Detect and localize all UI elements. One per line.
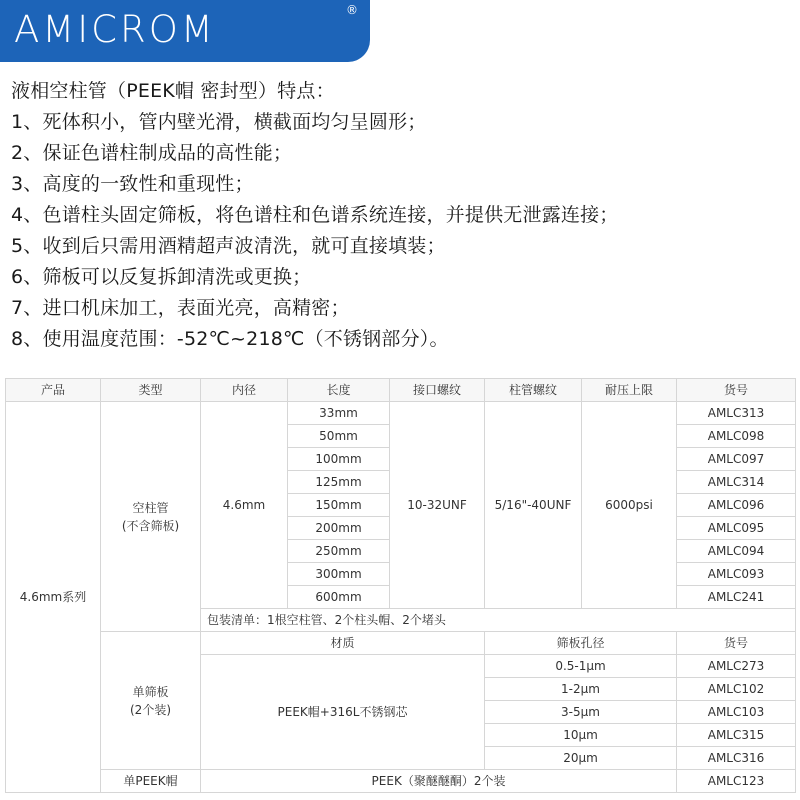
peek-cap-type-cell: 单PEEK帽 (101, 770, 201, 793)
length-cell: 300mm (288, 563, 390, 586)
column-type-name: 空柱管 (132, 500, 169, 515)
interface-thread-cell: 10-32UNF (390, 402, 485, 609)
frit-sku-header: 货号 (677, 632, 796, 655)
sku-cell: AMLC093 (677, 563, 796, 586)
brand-logo-bar (0, 0, 370, 62)
column-type-cell (101, 402, 201, 632)
pore-cell: 10μm (485, 724, 677, 747)
table-row (6, 402, 796, 425)
header-inner-diameter: 内径 (201, 379, 288, 402)
pore-cell: 3-5μm (485, 701, 677, 724)
sku-cell: AMLC123 (677, 770, 796, 793)
length-cell: 50mm (288, 425, 390, 448)
series-cell: 4.6mm系列 (6, 402, 101, 793)
length-cell: 250mm (288, 540, 390, 563)
sku-cell: AMLC098 (677, 425, 796, 448)
sku-cell: AMLC094 (677, 540, 796, 563)
header-tube-thread: 柱管螺纹 (485, 379, 582, 402)
frit-material-header: 材质 (201, 632, 485, 655)
length-cell: 125mm (288, 471, 390, 494)
feature-item: 5、收到后只需用酒精超声波清洗，就可直接填装； (11, 235, 446, 257)
sku-cell: AMLC315 (677, 724, 796, 747)
sku-cell: AMLC241 (677, 586, 796, 609)
features-title: 液相空柱管（PEEK帽 密封型）特点： (11, 80, 335, 102)
tube-thread-cell: 5/16"-40UNF (485, 402, 582, 609)
header-interface-thread: 接口螺纹 (390, 379, 485, 402)
features-section (11, 76, 791, 355)
pressure-cell: 6000psi (582, 402, 677, 609)
sku-cell: AMLC314 (677, 471, 796, 494)
feature-item: 2、保证色谱柱制成品的高性能； (11, 142, 293, 164)
frit-pore-header: 筛板孔径 (485, 632, 677, 655)
column-type-note: (不含筛板) (121, 518, 180, 533)
frit-type-name: 单筛板 (132, 684, 169, 699)
header-product: 产品 (6, 379, 101, 402)
length-cell: 100mm (288, 448, 390, 471)
feature-item: 3、高度的一致性和重现性； (11, 173, 254, 195)
length-cell: 150mm (288, 494, 390, 517)
inner-diameter-cell: 4.6mm (201, 402, 288, 609)
sku-cell: AMLC313 (677, 402, 796, 425)
feature-item: 8、使用温度范围：-52℃~218℃（不锈钢部分）。 (11, 328, 449, 350)
sku-cell: AMLC095 (677, 517, 796, 540)
table-row (6, 770, 796, 793)
sku-cell: AMLC103 (677, 701, 796, 724)
frit-type-cell (101, 632, 201, 770)
length-cell: 200mm (288, 517, 390, 540)
frit-material-cell: PEEK帽+316L不锈钢芯 (201, 655, 485, 770)
frit-type-note: (2个装) (130, 702, 171, 717)
table-header-row (6, 379, 796, 402)
table-row (6, 632, 796, 655)
package-list-cell: 包装清单：1根空柱管、2个柱头帽、2个堵头 (201, 609, 796, 632)
sku-cell: AMLC097 (677, 448, 796, 471)
length-cell: 33mm (288, 402, 390, 425)
sku-cell: AMLC316 (677, 747, 796, 770)
header-type: 类型 (101, 379, 201, 402)
registered-mark: ® (346, 3, 358, 17)
sku-cell: AMLC273 (677, 655, 796, 678)
feature-item: 4、色谱柱头固定筛板，将色谱柱和色谱系统连接，并提供无泄露连接； (11, 204, 619, 226)
sku-cell: AMLC102 (677, 678, 796, 701)
peek-cap-desc-cell: PEEK（聚醚醚酮）2个装 (201, 770, 677, 793)
feature-item: 1、死体积小，管内壁光滑，横截面均匀呈圆形； (11, 111, 427, 133)
feature-item: 6、筛板可以反复拆卸清洗或更换； (11, 266, 312, 288)
brand-logo-text: AMICROM (14, 8, 216, 51)
spec-table (5, 378, 796, 793)
sku-cell: AMLC096 (677, 494, 796, 517)
pore-cell: 0.5-1μm (485, 655, 677, 678)
pore-cell: 20μm (485, 747, 677, 770)
length-cell: 600mm (288, 586, 390, 609)
pore-cell: 1-2μm (485, 678, 677, 701)
header-sku: 货号 (677, 379, 796, 402)
feature-item: 7、进口机床加工，表面光亮，高精密； (11, 297, 350, 319)
header-pressure: 耐压上限 (582, 379, 677, 402)
header-length: 长度 (288, 379, 390, 402)
